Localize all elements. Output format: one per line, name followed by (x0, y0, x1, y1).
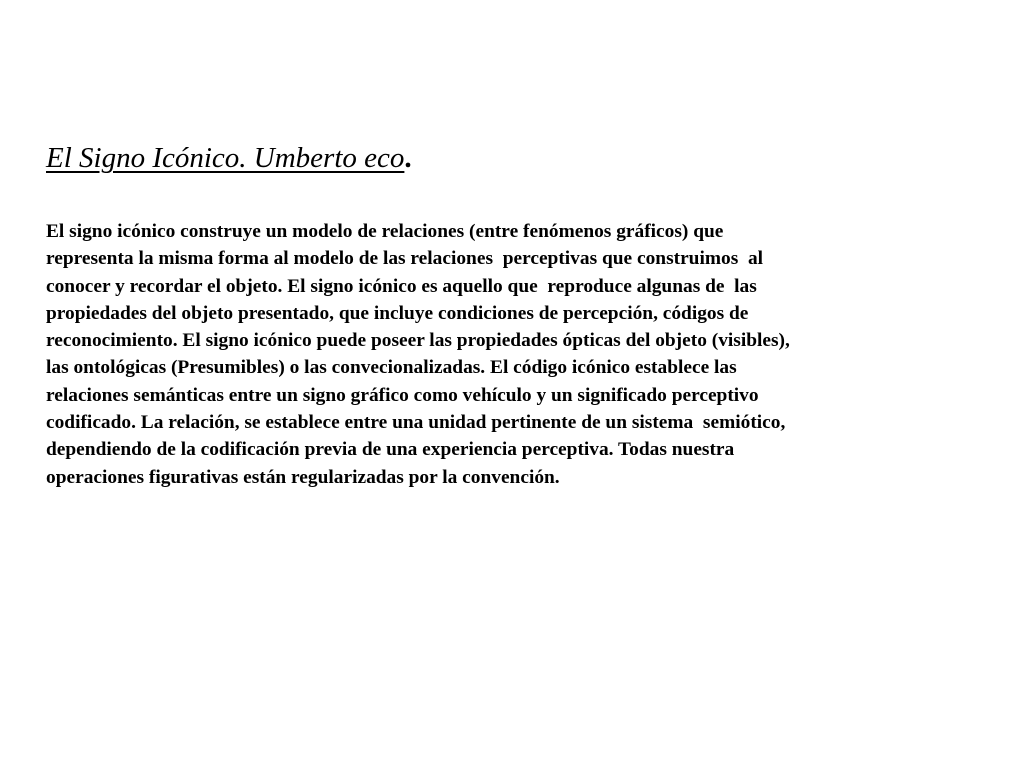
body-line: las ontológicas (Presumibles) o las convecionalizadas. El código icónico establece las (46, 357, 737, 379)
slide-title (46, 138, 412, 178)
slide-title-text: El Signo Icónico. Umberto eco (46, 142, 405, 174)
body-line: propiedades del objeto presentado, que incluye condiciones de percepción, códigos de (46, 302, 749, 324)
body-line: dependiendo de la codificación previa de una experiencia perceptiva. Todas nuestra (46, 439, 735, 461)
body-line: operaciones figurativas están regularizadas por la convención. (46, 466, 560, 488)
slide-title-period: . (404, 142, 412, 174)
body-line: relaciones semánticas entre un signo gráfico como vehículo y un significado perceptivo (46, 384, 759, 406)
body-line: reconocimiento. El signo icónico puede poseer las propiedades ópticas del objeto (visibles), (46, 330, 790, 352)
body-paragraph (46, 218, 1006, 491)
body-line: conocer y recordar el objeto. El signo icónico es aquello que reproduce algunas de las (46, 275, 757, 297)
body-line: El signo icónico construye un modelo de relaciones (entre fenómenos gráficos) que (46, 221, 724, 242)
body-line: representa la misma forma al modelo de las relaciones perceptivas que construimos al (46, 248, 764, 270)
body-line: codificado. La relación, se establece entre una unidad pertinente de un sistema semiótico, (46, 412, 786, 434)
